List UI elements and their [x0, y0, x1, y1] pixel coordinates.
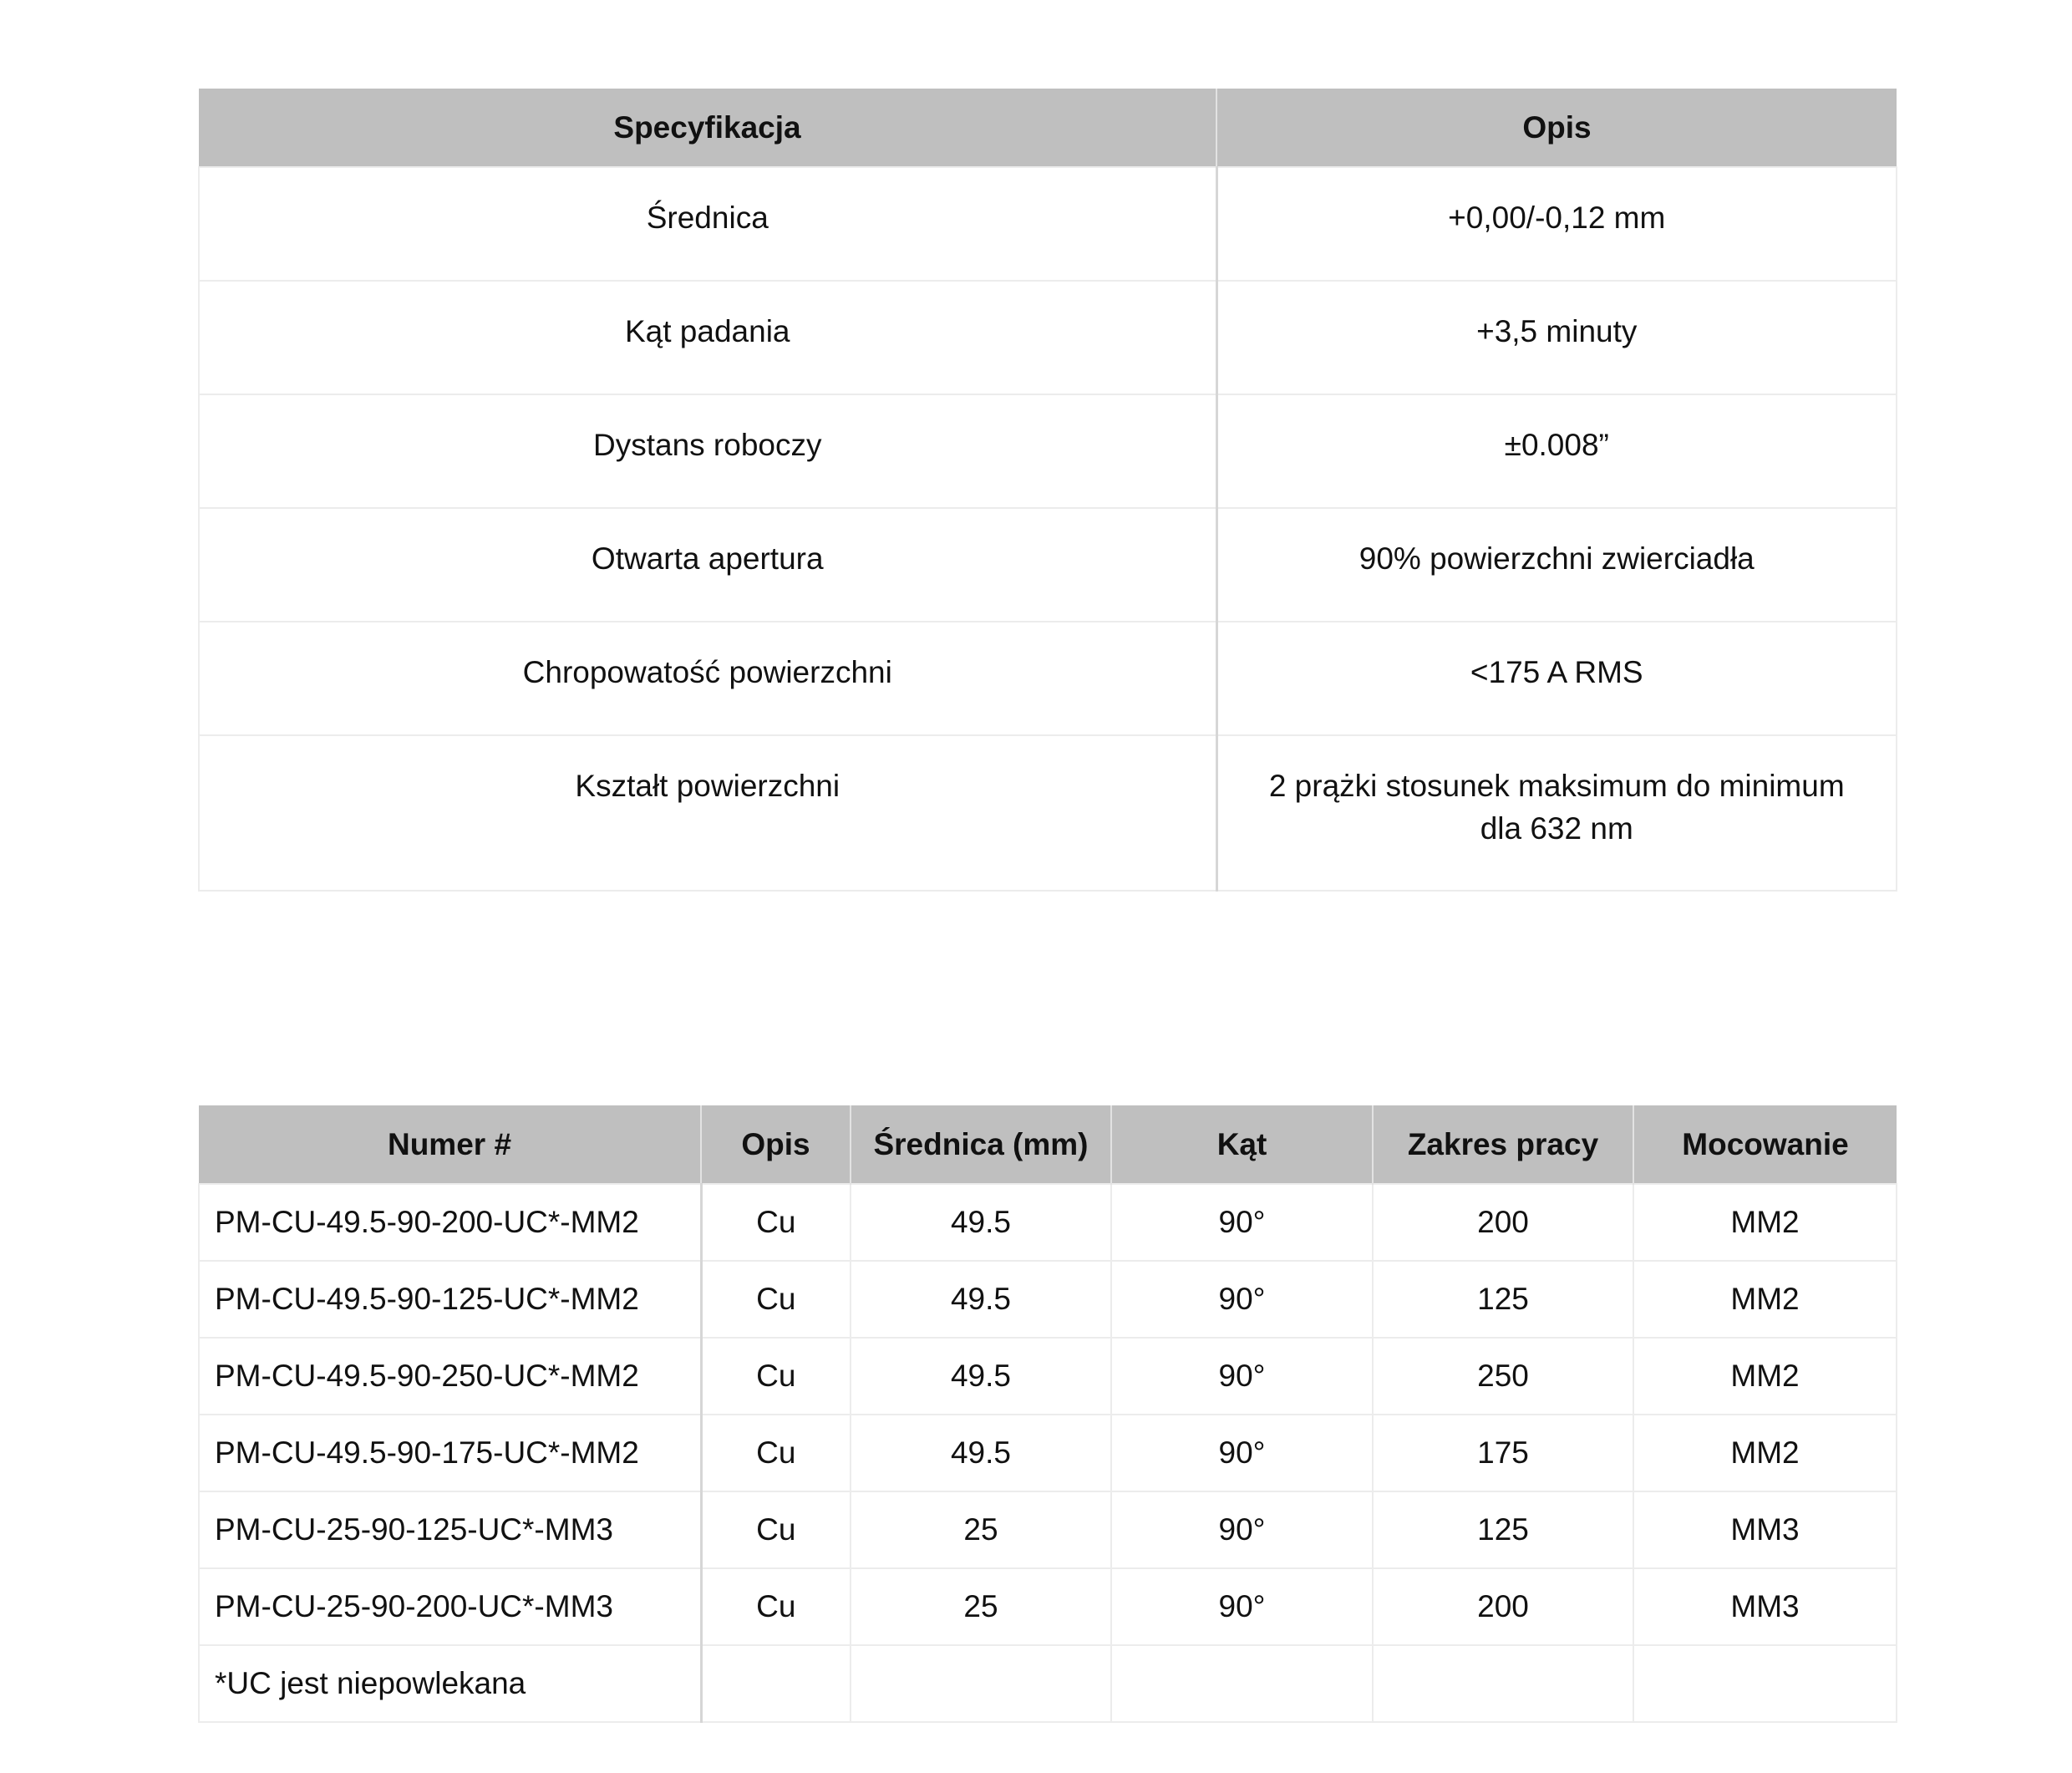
table-row: [199, 1338, 1897, 1415]
parts-header-row: [199, 1105, 1897, 1184]
diameter-cell: 49.5: [851, 1338, 1111, 1415]
empty-cell: [1373, 1645, 1633, 1722]
material-cell: Cu: [701, 1184, 851, 1261]
part-number-cell: PM-CU-49.5-90-250-UC*-MM2: [199, 1338, 701, 1415]
spec-name-cell: Chropowatość powierzchni: [199, 622, 1216, 735]
spec-row: [199, 167, 1897, 281]
mounting-cell: MM2: [1633, 1184, 1897, 1261]
spec-header-specification: Specyfikacja: [199, 89, 1216, 167]
table-row: [199, 1261, 1897, 1338]
empty-cell: [851, 1645, 1111, 1722]
part-number-cell: PM-CU-25-90-200-UC*-MM3: [199, 1568, 701, 1645]
diameter-cell: 25: [851, 1491, 1111, 1568]
material-cell: Cu: [701, 1261, 851, 1338]
table-row: [199, 1491, 1897, 1568]
empty-cell: [701, 1645, 851, 1722]
spec-header-row: [199, 89, 1897, 167]
working-range-cell: 125: [1373, 1491, 1633, 1568]
material-cell: Cu: [701, 1568, 851, 1645]
angle-cell: 90°: [1111, 1491, 1373, 1568]
spec-row: [199, 622, 1897, 735]
spec-row: [199, 281, 1897, 394]
spec-row: [199, 394, 1897, 508]
empty-cell: [1633, 1645, 1897, 1722]
working-range-cell: 175: [1373, 1415, 1633, 1491]
spec-value-line: dla 632 nm: [1480, 811, 1633, 846]
spec-name-cell: Dystans roboczy: [199, 394, 1216, 508]
spec-value-cell: ±0.008”: [1216, 394, 1897, 508]
empty-cell: [1111, 1645, 1373, 1722]
header-diameter: Średnica (mm): [851, 1105, 1111, 1184]
mounting-cell: MM2: [1633, 1338, 1897, 1415]
working-range-cell: 200: [1373, 1184, 1633, 1261]
spec-header-description: Opis: [1216, 89, 1897, 167]
diameter-cell: 25: [851, 1568, 1111, 1645]
diameter-cell: 49.5: [851, 1261, 1111, 1338]
table-row: [199, 1415, 1897, 1491]
spec-value-cell: +3,5 minuty: [1216, 281, 1897, 394]
working-range-cell: 200: [1373, 1568, 1633, 1645]
angle-cell: 90°: [1111, 1184, 1373, 1261]
specification-table: [198, 89, 1897, 892]
material-cell: Cu: [701, 1415, 851, 1491]
part-number-cell: PM-CU-49.5-90-200-UC*-MM2: [199, 1184, 701, 1261]
spec-row: [199, 735, 1897, 891]
table-row: [199, 1184, 1897, 1261]
mounting-cell: MM3: [1633, 1568, 1897, 1645]
part-number-cell: PM-CU-25-90-125-UC*-MM3: [199, 1491, 701, 1568]
working-range-cell: 125: [1373, 1261, 1633, 1338]
mounting-cell: MM2: [1633, 1415, 1897, 1491]
angle-cell: 90°: [1111, 1338, 1373, 1415]
part-number-cell: PM-CU-49.5-90-175-UC*-MM2: [199, 1415, 701, 1491]
part-numbers-table: [198, 1105, 1897, 1723]
footnote-cell: *UC jest niepowlekana: [199, 1645, 701, 1722]
header-angle: Kąt: [1111, 1105, 1373, 1184]
spec-value-cell: <175 A RMS: [1216, 622, 1897, 735]
spec-value-cell: [1216, 735, 1897, 891]
spec-value-cell: 90% powierzchni zwierciadła: [1216, 508, 1897, 622]
diameter-cell: 49.5: [851, 1415, 1111, 1491]
spec-name-cell: Średnica: [199, 167, 1216, 281]
angle-cell: 90°: [1111, 1261, 1373, 1338]
header-working-range: Zakres pracy: [1373, 1105, 1633, 1184]
footnote-row: [199, 1645, 1897, 1722]
part-number-cell: PM-CU-49.5-90-125-UC*-MM2: [199, 1261, 701, 1338]
angle-cell: 90°: [1111, 1568, 1373, 1645]
spec-name-cell: Kąt padania: [199, 281, 1216, 394]
material-cell: Cu: [701, 1338, 851, 1415]
angle-cell: 90°: [1111, 1415, 1373, 1491]
spec-value-cell: +0,00/-0,12 mm: [1216, 167, 1897, 281]
header-description: Opis: [701, 1105, 851, 1184]
table-row: [199, 1568, 1897, 1645]
header-part-number: Numer #: [199, 1105, 701, 1184]
header-mounting: Mocowanie: [1633, 1105, 1897, 1184]
spec-value-line: 2 prążki stosunek maksimum do minimum: [1268, 769, 1845, 803]
mounting-cell: MM3: [1633, 1491, 1897, 1568]
spec-row: [199, 508, 1897, 622]
spec-name-cell: Otwarta apertura: [199, 508, 1216, 622]
working-range-cell: 250: [1373, 1338, 1633, 1415]
spec-name-cell: Kształt powierzchni: [199, 735, 1216, 891]
diameter-cell: 49.5: [851, 1184, 1111, 1261]
mounting-cell: MM2: [1633, 1261, 1897, 1338]
material-cell: Cu: [701, 1491, 851, 1568]
